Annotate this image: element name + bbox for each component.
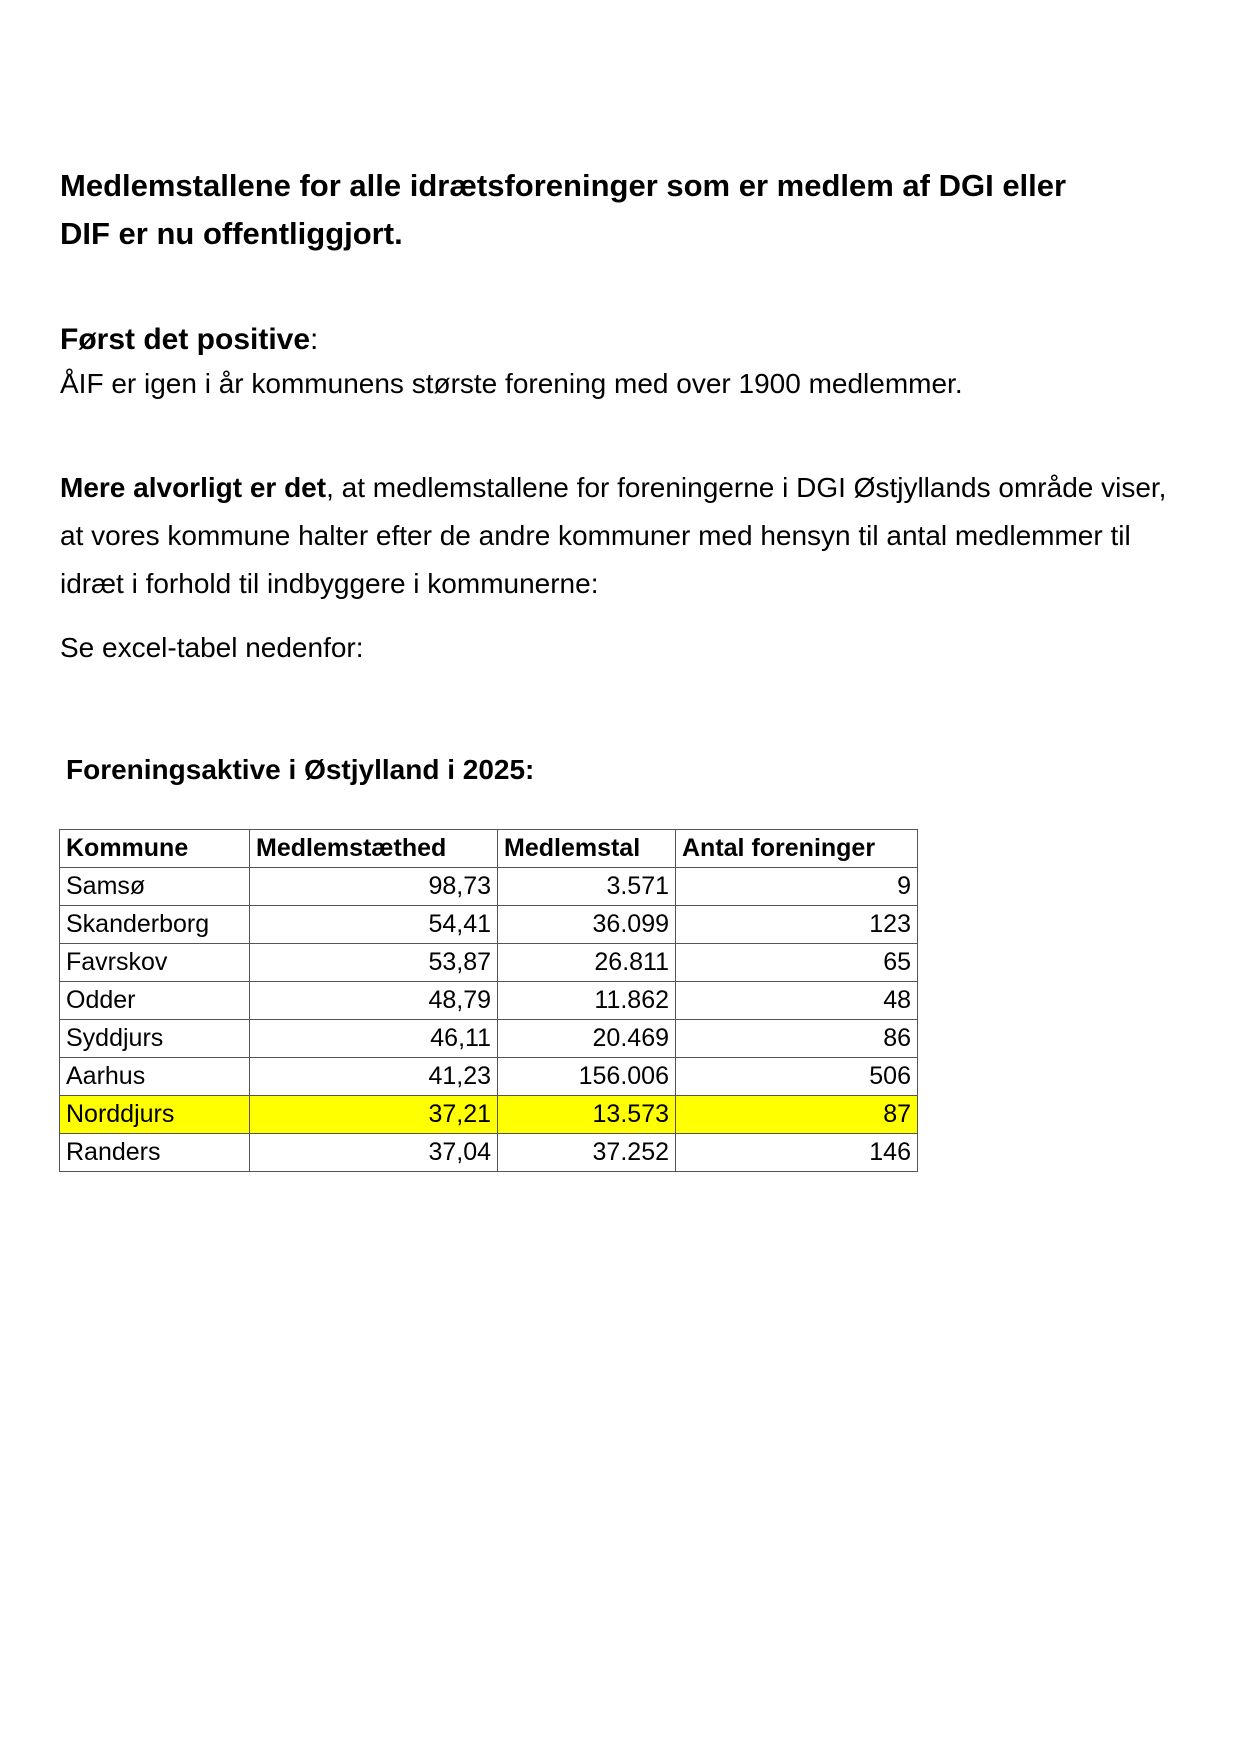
cell-medlemstaethed: 46,11 xyxy=(250,1020,498,1058)
cell-medlemstaethed: 37,04 xyxy=(250,1134,498,1172)
cell-medlemstal: 156.006 xyxy=(498,1058,676,1096)
cell-medlemstaethed: 48,79 xyxy=(250,982,498,1020)
cell-medlemstaethed: 53,87 xyxy=(250,944,498,982)
header-medlemstaethed: Medlemstæthed xyxy=(250,830,498,868)
cell-antal-foreninger: 9 xyxy=(676,868,918,906)
cell-medlemstaethed: 54,41 xyxy=(250,906,498,944)
cell-medlemstaethed: 41,23 xyxy=(250,1058,498,1096)
cell-kommune: Skanderborg xyxy=(60,906,250,944)
cell-medlemstal: 13.573 xyxy=(498,1096,676,1134)
table-row xyxy=(60,944,918,982)
cell-medlemstal: 36.099 xyxy=(498,906,676,944)
cell-kommune: Norddjurs xyxy=(60,1096,250,1134)
cell-kommune: Favrskov xyxy=(60,944,250,982)
table-title: Foreningsaktive i Østjylland i 2025: xyxy=(66,754,535,785)
table-row xyxy=(60,1134,918,1172)
table-row xyxy=(60,906,918,944)
membership-table xyxy=(59,829,918,1172)
cell-medlemstaethed: 37,21 xyxy=(250,1096,498,1134)
positive-paragraph: ÅIF er igen i år kommunens største forening med over 1900 medlemmer. xyxy=(60,368,963,399)
cell-antal-foreninger: 87 xyxy=(676,1096,918,1134)
positive-colon: : xyxy=(310,323,319,356)
header-kommune: Kommune xyxy=(60,830,250,868)
serious-text: , at medlemstallene for foreningerne i DGI Østjyllands område viser, at vores kommune halter efter de andre kommuner med hensyn til antal medlemmer til idræt i forhold til indbyggere i kommunerne: xyxy=(60,472,1167,599)
cell-kommune: Samsø xyxy=(60,868,250,906)
cell-antal-foreninger: 65 xyxy=(676,944,918,982)
cell-kommune: Aarhus xyxy=(60,1058,250,1096)
header-medlemstal: Medlemstal xyxy=(498,830,676,868)
cell-antal-foreninger: 506 xyxy=(676,1058,918,1096)
cell-kommune: Odder xyxy=(60,982,250,1020)
table-row xyxy=(60,1020,918,1058)
cell-medlemstal: 26.811 xyxy=(498,944,676,982)
positive-heading xyxy=(60,320,318,360)
table-header-row xyxy=(60,830,918,868)
cell-antal-foreninger: 123 xyxy=(676,906,918,944)
cell-medlemstaethed: 98,73 xyxy=(250,868,498,906)
cell-antal-foreninger: 86 xyxy=(676,1020,918,1058)
table-row xyxy=(60,982,918,1020)
table-row-highlighted xyxy=(60,1096,918,1134)
heading-line-2: DIF er nu offentliggjort. xyxy=(60,216,403,251)
heading-line-1: Medlemstallene for alle idrætsforeninger som er medlem af DGI eller xyxy=(60,168,1067,203)
cell-antal-foreninger: 48 xyxy=(676,982,918,1020)
table-row xyxy=(60,1058,918,1096)
cell-medlemstal: 11.862 xyxy=(498,982,676,1020)
serious-label: Mere alvorligt er det xyxy=(60,472,327,503)
serious-paragraph xyxy=(60,464,1180,608)
positive-label: Først det positive xyxy=(60,323,311,356)
header-antal-foreninger: Antal foreninger xyxy=(676,830,918,868)
cell-antal-foreninger: 146 xyxy=(676,1134,918,1172)
cell-kommune: Syddjurs xyxy=(60,1020,250,1058)
document-heading xyxy=(60,162,1180,258)
cell-kommune: Randers xyxy=(60,1134,250,1172)
table-row xyxy=(60,868,918,906)
cell-medlemstal: 3.571 xyxy=(498,868,676,906)
cell-medlemstal: 37.252 xyxy=(498,1134,676,1172)
see-table-text: Se excel-tabel nedenfor: xyxy=(60,632,364,663)
cell-medlemstal: 20.469 xyxy=(498,1020,676,1058)
